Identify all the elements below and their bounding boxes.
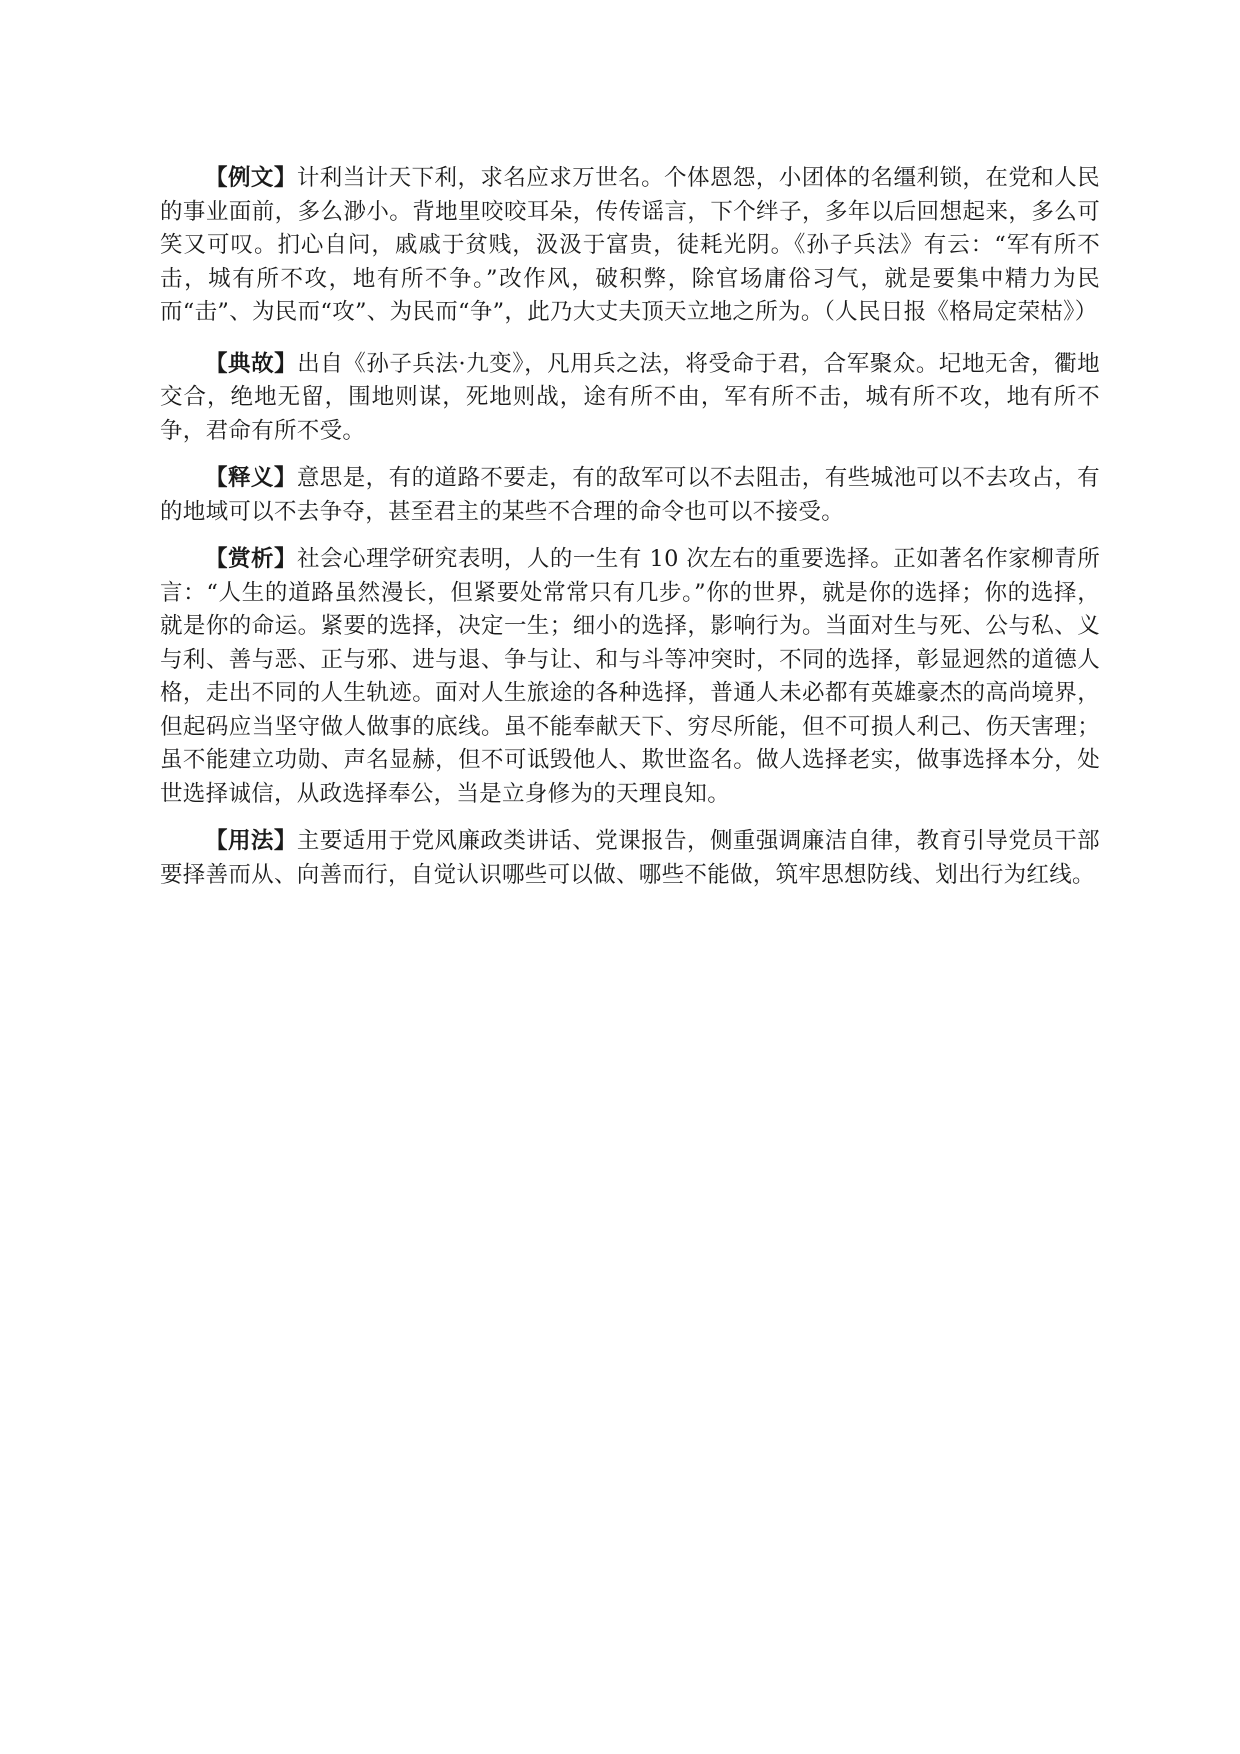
allusion-text: 出自《孙子兵法·九变》，凡用兵之法，将受命于君，合军聚众。圮地无舍，衢地交合，绝地无留，围地则谋，死地则战，途有所不由，军有所不击，城有所不攻，地有所不争，君命有所不受。	[160, 350, 1100, 444]
spacer	[160, 448, 1100, 462]
example-paragraph	[160, 162, 1100, 330]
spacer	[160, 330, 1100, 348]
appreciation-text: 社会心理学研究表明，人的一生有 10 次左右的重要选择。正如著名作家柳青所言：“人生的道路虽然漫长，但紧要处常常只有几步。”你的世界，就是你的选择；你的选择，就是你的命运。紧要的选择，决定一生；细小的选择，影响行为。当面对生与死、公与私、义与利、善与恶、正与邪、进与退、争与让、和与斗等冲突时，不同的选择，彰显迥然的道德人格，走出不同的人生轨迹。面对人生旅途的各种选择，普通人未必都有英雄豪杰的高尚境界，但起码应当坚守做人做事的底线。虽不能奉献天下、穷尽所能，但不可损人利己、伤天害理；虽不能建立功勋、声名显赫，但不可诋毁他人、欺世盗名。做人选择老实，做事选择本分，处世选择诚信，从政选择奉公，当是立身修为的天理良知。	[160, 546, 1100, 807]
meaning-paragraph	[160, 462, 1100, 529]
appreciation-tag: 【赏析】	[205, 546, 297, 572]
allusion-paragraph	[160, 348, 1100, 449]
spacer	[160, 811, 1100, 825]
usage-text: 主要适用于党风廉政类讲话、党课报告，侧重强调廉洁自律，教育引导党员干部要择善而从、向善而行，自觉认识哪些可以做、哪些不能做，筑牢思想防线、划出行为红线。	[160, 828, 1100, 888]
example-tag: 【例文】	[205, 165, 297, 191]
meaning-text: 意思是，有的道路不要走，有的敌军可以不去阻击，有些城池可以不去攻占，有的地域可以不去争夺，甚至君主的某些不合理的命令也可以不接受。	[160, 465, 1100, 525]
usage-paragraph	[160, 825, 1100, 892]
document-page	[160, 162, 1100, 892]
meaning-tag: 【释义】	[205, 465, 297, 491]
appreciation-paragraph	[160, 543, 1100, 811]
example-text: 计利当计天下利，求名应求万世名。个体恩怨，小团体的名缰利锁，在党和人民的事业面前，多么渺小。背地里咬咬耳朵，传传谣言，下个绊子，多年以后回想起来，多么可笑又可叹。扪心自问，戚戚于贫贱，汲汲于富贵，徒耗光阴。《孙子兵法》有云：“军有所不击，城有所不攻，地有所不争。”改作风，破积弊，除官场庸俗习气，就是要集中精力为民而“击”、为民而“攻”、为民而“争”，此乃大丈夫顶天立地之所为。（人民日报《格局定荣枯》）	[160, 165, 1100, 325]
spacer	[160, 529, 1100, 543]
usage-tag: 【用法】	[205, 828, 297, 854]
allusion-tag: 【典故】	[205, 350, 298, 377]
